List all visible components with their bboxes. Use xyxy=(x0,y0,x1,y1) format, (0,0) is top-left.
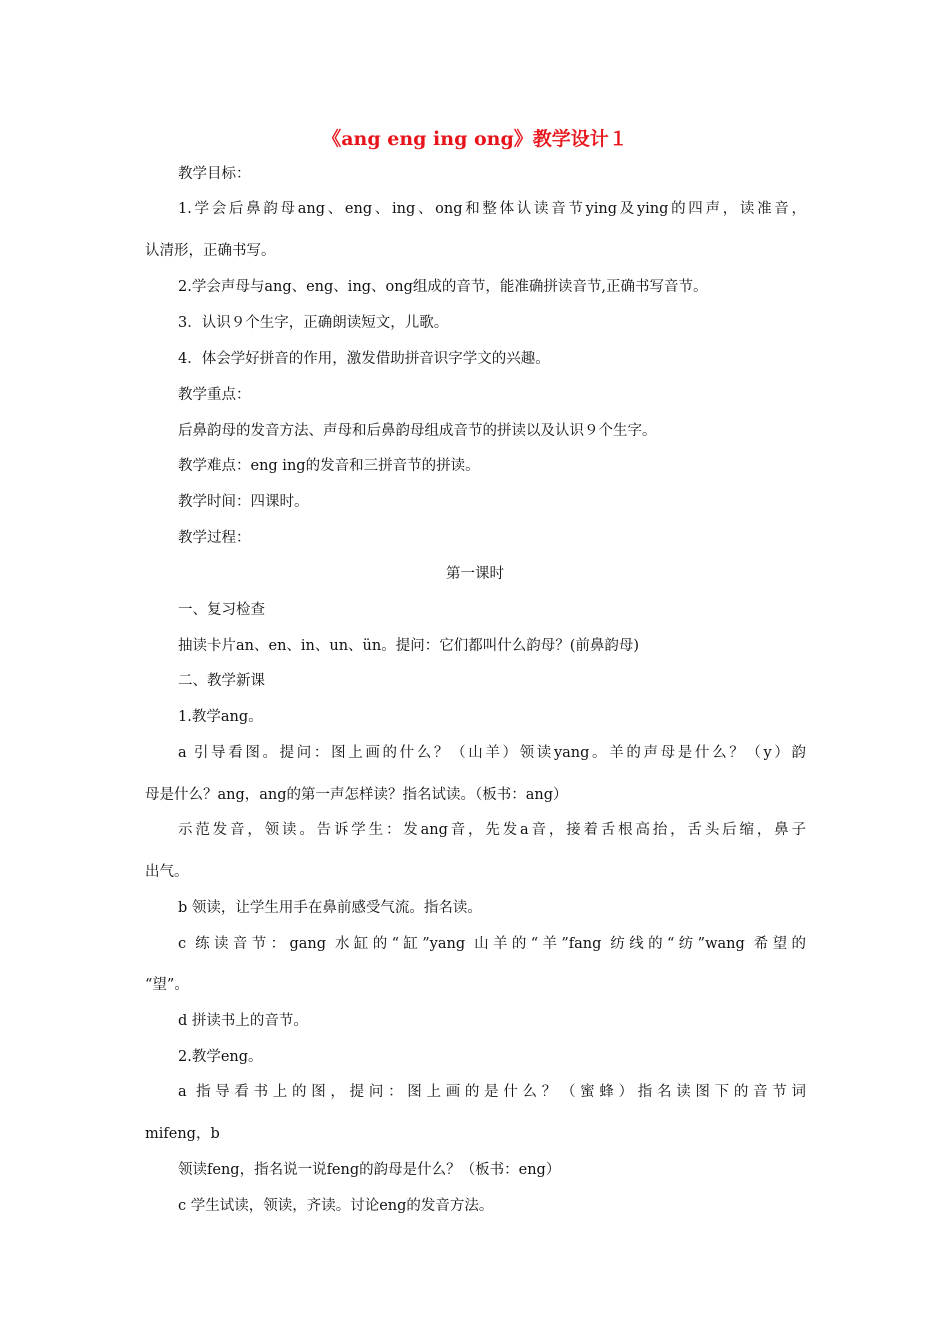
text-line: 教学重点： xyxy=(178,387,251,403)
text-line: “望”。 xyxy=(145,977,189,993)
text-line: 4．体会学好拼音的作用，激发借助拼音识字学文的兴趣。 xyxy=(178,351,550,367)
text-line: 二、教学新课 xyxy=(178,673,265,689)
section-heading: 第一课时 xyxy=(446,566,504,582)
text-line: d 拼读书上的音节。 xyxy=(178,1013,308,1029)
text-line: b 领读，让学生用手在鼻前感受气流。指名读。 xyxy=(178,900,482,916)
text-line: 后鼻韵母的发音方法、声母和后鼻韵母组成音节的拼读以及认识９个生字。 xyxy=(178,423,657,439)
text-line: c 练读音节：gang 水缸的“缸”yang 山羊的“羊”fang 纺线的“纺”wang 希望的 xyxy=(178,936,806,952)
text-line: 一、复习检查 xyxy=(178,602,265,618)
text-line: 出气。 xyxy=(145,864,189,880)
text-line: 2.学会声母与ang、eng、ing、ong组成的音节，能准确拼读音节,正确书写音节。 xyxy=(178,279,708,295)
text-line: 教学目标： xyxy=(178,166,251,182)
text-line: 教学难点：eng ing的发音和三拼音节的拼读。 xyxy=(178,458,480,474)
text-line: 母是什么？ang，ang的第一声怎样读？指名试读。（板书：ang） xyxy=(145,787,568,803)
text-line: 2.教学eng。 xyxy=(178,1049,263,1065)
text-line: 示范发音，领读。告诉学生：发ang音，先发a音，接着舌根高抬，舌头后缩，鼻子 xyxy=(178,822,806,838)
text-line: c 学生试读，领读，齐读。讨论eng的发音方法。 xyxy=(178,1198,494,1214)
document-title: 《ang eng ing ong》教学设计１ xyxy=(322,128,628,150)
text-line: 3．认识９个生字，正确朗读短文，儿歌。 xyxy=(178,315,449,331)
text-line: 1.学会后鼻韵母ang、eng、ing、ong和整体认读音节ying及ying的四声，读准音， xyxy=(178,201,806,217)
text-line: 认清形，正确书写。 xyxy=(145,243,276,259)
text-line: 领读feng，指名说一说feng的韵母是什么？（板书：eng） xyxy=(178,1162,561,1178)
text-line: 抽读卡片an、en、in、un、ün。提问：它们都叫什么韵母？(前鼻韵母) xyxy=(178,638,640,654)
text-line: a 引导看图。提问：图上画的什么？（山羊）领读yang。羊的声母是什么？（y）韵 xyxy=(178,745,806,761)
text-line: 教学过程： xyxy=(178,530,251,546)
text-line: mifeng，b xyxy=(145,1126,220,1142)
text-line: 教学时间：四课时。 xyxy=(178,494,309,510)
text-line: 1.教学ang。 xyxy=(178,709,263,725)
text-line: a 指导看书上的图，提问：图上画的是什么？（蜜蜂）指名读图下的音节词 xyxy=(178,1084,806,1100)
